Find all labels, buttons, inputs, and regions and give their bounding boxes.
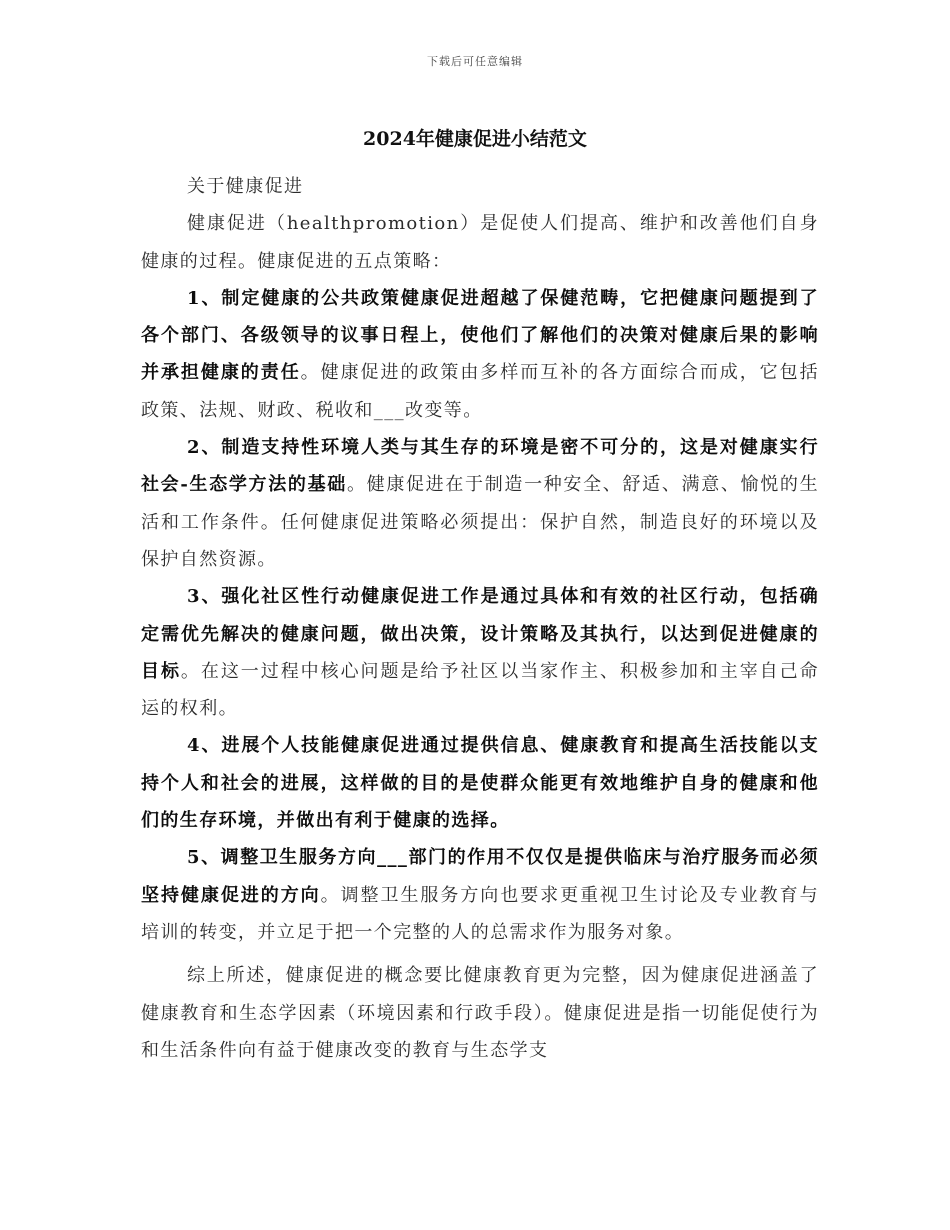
document-title: 2024年健康促进小结范文 — [363, 128, 587, 150]
paragraph-strategy-5 — [141, 839, 819, 951]
paragraph-strategy-1 — [141, 280, 819, 429]
paragraph-definition: 健康促进（healthpromotion）是促使人们提高、维护和改善他们自身健康的过程。健康促进的五点策略： — [141, 213, 819, 272]
paragraph-strategy-4 — [141, 727, 819, 839]
strategy-1-heading: 1、制定健康的公共政策健康促进超越了保健范畴，它把健康问题提到了各个部门、各级领导的议事日程上，使他们了解他们的决策对健康后果的影响并承担健康的责任 — [141, 287, 819, 384]
paragraph-strategy-3 — [141, 578, 819, 727]
strategy-5-heading: 5、调整卫生服务方向___部门的作用不仅仅是提供临床与治疗服务而必须坚持健康促进的方向 — [141, 847, 819, 906]
header-note: 下载后可任意编辑 — [427, 55, 523, 68]
strategy-3-heading: 3、强化社区性行动健康促进工作是通过具体和有效的社区行动，包括确定需优先解决的健康问题，做出决策，设计策略及其执行，以达到促进健康的目标 — [141, 586, 819, 682]
paragraph-intro-heading: 关于健康促进 — [187, 176, 304, 197]
strategy-5-text: 。调整卫生服务方向也要求更重视卫生讨论及专业教育与培训的转变，并立足于把一个完整的人的总需求作为服务对象。 — [141, 884, 819, 943]
strategy-4-heading: 4、进展个人技能健康促进通过提供信息、健康教育和提高生活技能以支持个人和社会的进展，这样做的目的是使群众能更有效地维护自身的健康和他们的生存环境，并做出有利于健康的选择。 — [141, 735, 819, 832]
document-body — [141, 168, 819, 1069]
strategy-2-heading: 2、制造支持性环境人类与其生存的环境是密不可分的，这是对健康实行社会-生态学方法的基础 — [141, 437, 819, 496]
strategy-3-text: 。在这一过程中核心问题是给予社区以当家作主、积极参加和主宰自己命运的权利。 — [141, 660, 819, 720]
strategy-1-text: 。健康促进的政策由多样而互补的各方面综合而成，它包括政策、法规、财政、税收和___改变等。 — [141, 362, 820, 421]
paragraph-strategy-2 — [141, 429, 819, 578]
paragraph-summary: 综上所述，健康促进的概念要比健康教育更为完整，因为健康促进涵盖了健康教育和生态学因素（环境因素和行政手段）。健康促进是指一切能促使行为和生活条件向有益于健康改变的教育与生态学支 — [141, 965, 819, 1061]
strategy-2-text: 。健康促进在于制造一种安全、舒适、满意、愉悦的生活和工作条件。任何健康促进策略必须提出：保护自然，制造良好的环境以及保护自然资源。 — [141, 474, 819, 570]
